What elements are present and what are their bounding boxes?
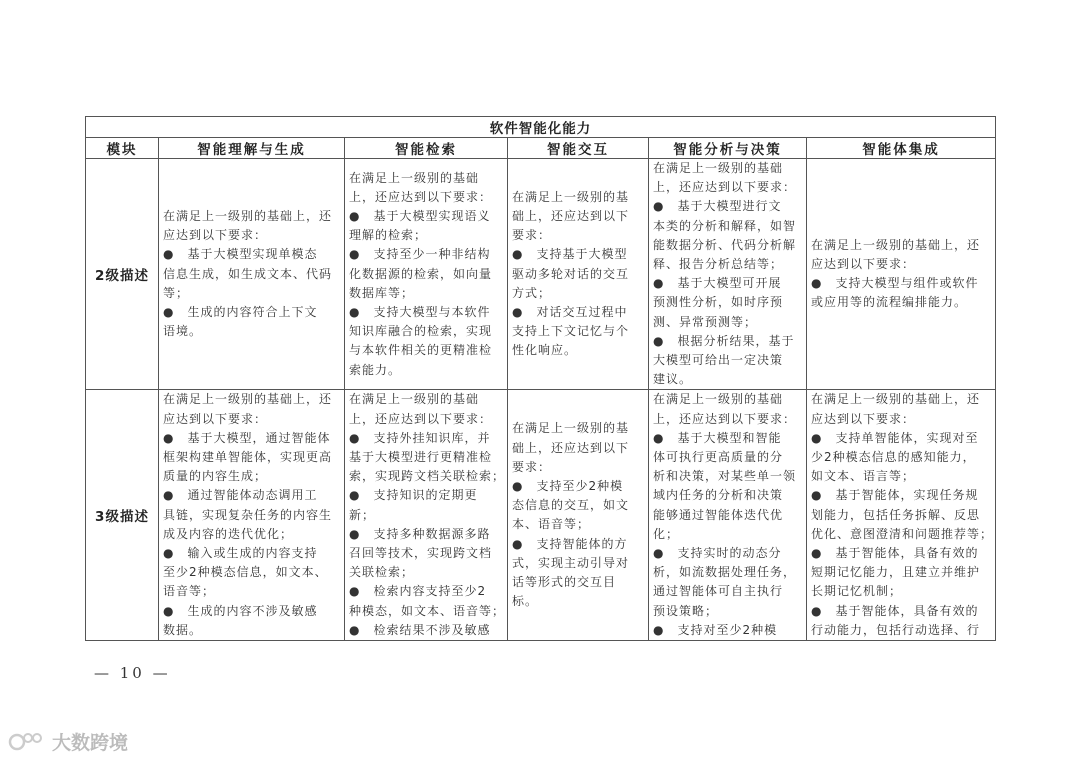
- cell-line: 要求：: [512, 228, 552, 243]
- cell-line: 话等形式的交互目: [512, 575, 617, 590]
- cell-line: 础上，还应达到以下: [512, 440, 630, 455]
- capability-table: [85, 116, 996, 641]
- cell-line: 在满足上一级别的基: [512, 421, 630, 436]
- cell-line: 短期记忆能力，且建立并维护: [811, 565, 981, 580]
- table-cell: [649, 390, 807, 641]
- cell-line: 应达到以下要求：: [811, 257, 916, 272]
- cell-line: ● 对话交互过程中: [512, 305, 628, 320]
- table-cell: [508, 159, 649, 390]
- cell-line: 与本软件相关的更精准检: [349, 343, 493, 358]
- cell-line: 数据。: [163, 622, 203, 637]
- table-cell: [508, 390, 649, 641]
- cell-line: 上，还应达到以下要求：: [349, 411, 493, 426]
- cell-line: 支持上下文记忆与个: [512, 324, 630, 339]
- cell-line: ● 生成的内容符合上下文: [163, 305, 318, 320]
- cell-line: 析，如流数据处理任务，: [653, 565, 797, 580]
- cell-line: ● 基于智能体，具备有效的: [811, 546, 979, 561]
- table-cell: [345, 390, 508, 641]
- cell-line: 预测性分析，如时序预: [653, 295, 784, 310]
- cell-line: 能够通过智能体迭代优: [653, 507, 784, 522]
- cell-line: 域内任务的分析和决策: [653, 488, 784, 503]
- cell-line: ● 支持对至少2种模: [653, 622, 778, 637]
- cell-line: 在满足上一级别的基础上，还: [811, 237, 981, 252]
- cell-content: [508, 390, 648, 640]
- cell-line: ● 基于大模型可开展: [653, 276, 782, 291]
- cell-line: 基于大模型进行更精准检: [349, 450, 493, 465]
- cell-line: 在满足上一级别的基础: [653, 392, 784, 407]
- cell-line: 关联检索；: [349, 565, 415, 580]
- cell-line: 优化、意图澄清和问题推荐等；: [811, 526, 994, 541]
- page-number: — 10 —: [94, 664, 171, 682]
- cell-line: 信息生成，如生成文本、代码: [163, 266, 333, 281]
- cell-line: 应达到以下要求：: [163, 411, 268, 426]
- cell-line: 种模态，如文本、语音等；: [349, 603, 506, 618]
- header-retrieval: 智能检索: [345, 138, 508, 159]
- cell-line: ● 基于大模型，通过智能体: [163, 430, 331, 445]
- table-row-level3: [86, 390, 996, 641]
- cell-line: ● 根据分析结果，基于: [653, 333, 795, 348]
- header-analysis: 智能分析与决策: [649, 138, 807, 159]
- cell-line: ● 通过智能体动态调用工: [163, 488, 318, 503]
- cell-content: [159, 159, 344, 389]
- cell-line: 召回等技术，实现跨文档: [349, 546, 493, 561]
- cell-line: 性化响应。: [512, 343, 578, 358]
- cell-line: 标。: [512, 594, 539, 609]
- cell-line: 体可执行更高质量的分: [653, 450, 784, 465]
- cell-line: 语境。: [163, 324, 203, 339]
- cell-content: [807, 159, 995, 389]
- cell-line: ● 基于大模型实现语义: [349, 209, 491, 223]
- cell-line: 态信息的交互，如文: [512, 498, 630, 513]
- cell-line: 释、报告分析总结等；: [653, 257, 784, 272]
- cell-line: 或应用等的流程编排能力。: [811, 295, 968, 310]
- cell-line: 在满足上一级别的基础: [653, 161, 784, 175]
- cell-line: ● 支持多种数据源多路: [349, 526, 491, 541]
- cell-line: ● 检索结果不涉及敏感: [349, 622, 491, 637]
- cell-content: [345, 390, 507, 640]
- cell-line: 析和决策，对某些单一领: [653, 469, 797, 484]
- cell-line: ● 支持基于大模型: [512, 247, 628, 262]
- table-cell: [159, 159, 345, 390]
- row-label: 3级描述: [86, 390, 159, 641]
- cell-line: 框架构建单智能体，实现更高: [163, 450, 333, 465]
- cell-line: 数据库等；: [349, 285, 415, 300]
- cell-line: 驱动多轮对话的交互: [512, 266, 630, 281]
- cell-line: 测、异常预测等；: [653, 314, 758, 329]
- cell-line: 质量的内容生成；: [163, 469, 268, 484]
- cell-line: 通过智能体可自主执行: [653, 584, 784, 599]
- cell-line: 方式；: [512, 285, 552, 300]
- cell-line: 在满足上一级别的基: [512, 189, 630, 204]
- cell-line: 上，还应达到以下要求：: [349, 189, 493, 204]
- cell-line: 在满足上一级别的基础上，还: [163, 392, 333, 407]
- table-cell: [649, 159, 807, 390]
- cell-content: [508, 159, 648, 389]
- cell-line: 长期记忆机制；: [811, 584, 903, 599]
- cell-line: ● 支持智能体的方: [512, 536, 628, 551]
- header-understanding: 智能理解与生成: [159, 138, 345, 159]
- cell-line: 在满足上一级别的基础上，还: [163, 209, 333, 223]
- cell-content: [807, 390, 995, 640]
- cell-line: 在满足上一级别的基础: [349, 170, 480, 185]
- cell-line: 等；: [163, 285, 190, 300]
- cell-line: 索能力。: [349, 362, 402, 377]
- watermark-logo-icon: [8, 729, 48, 755]
- cell-line: ● 支持至少2种模: [512, 479, 624, 494]
- table-cell: [807, 390, 996, 641]
- cell-line: ● 输入或生成的内容支持: [163, 546, 318, 561]
- cell-line: ● 支持实时的动态分: [653, 546, 782, 561]
- table-row-level2: [86, 159, 996, 390]
- table-cell: [807, 159, 996, 390]
- cell-line: 大模型可给出一定决策: [653, 353, 784, 368]
- cell-line: 化数据源的检索，如向量: [349, 266, 493, 281]
- header-agent: 智能体集成: [807, 138, 996, 159]
- cell-line: 行动能力，包括行动选择、行: [811, 622, 981, 637]
- cell-line: 本、语音等；: [512, 517, 591, 532]
- cell-line: ● 支持知识的定期更: [349, 488, 478, 503]
- cell-line: ● 支持外挂知识库，并: [349, 430, 491, 445]
- watermark: [8, 728, 128, 755]
- table-cell: [159, 390, 345, 641]
- cell-line: ● 支持至少一种非结构: [349, 247, 491, 262]
- cell-line: ● 支持大模型与本软件: [349, 305, 491, 320]
- cell-line: 语音等；: [163, 584, 216, 599]
- cell-line: 应达到以下要求：: [811, 411, 916, 426]
- cell-line: ● 基于智能体，实现任务规: [811, 488, 979, 503]
- cell-content: [649, 390, 806, 640]
- cell-line: 在满足上一级别的基础上，还: [811, 392, 981, 407]
- cell-content: [649, 159, 806, 389]
- cell-line: 本类的分析和解释，如智: [653, 218, 797, 233]
- cell-line: ● 支持大模型与组件或软件: [811, 276, 979, 291]
- cell-line: 化；: [653, 526, 680, 541]
- cell-line: 在满足上一级别的基础: [349, 392, 480, 407]
- cell-line: 索，实现跨文档关联检索；: [349, 469, 506, 484]
- cell-line: ● 支持单智能体，实现对至: [811, 430, 979, 445]
- cell-line: ● 基于大模型实现单模态: [163, 247, 318, 262]
- table-title: 软件智能化能力: [86, 117, 996, 138]
- header-module: 模块: [86, 138, 159, 159]
- cell-line: 建议。: [653, 372, 693, 387]
- cell-line: ● 基于智能体，具备有效的: [811, 603, 979, 618]
- cell-line: 上，还应达到以下要求：: [653, 180, 797, 195]
- cell-line: 上，还应达到以下要求：: [653, 411, 797, 426]
- watermark-text: 大数跨境: [52, 732, 129, 754]
- cell-line: 成及内容的迭代优化；: [163, 526, 294, 541]
- cell-line: 础上，还应达到以下: [512, 209, 630, 223]
- cell-line: ● 基于大模型和智能: [653, 430, 782, 445]
- header-interaction: 智能交互: [508, 138, 649, 159]
- cell-line: 至少2种模态信息，如文本、: [163, 565, 328, 580]
- table-cell: [345, 159, 508, 390]
- cell-line: 能数据分析、代码分析解: [653, 237, 797, 252]
- cell-content: [159, 390, 344, 640]
- cell-line: ● 检索内容支持至少2: [349, 584, 487, 599]
- cell-content: [345, 159, 507, 389]
- row-label: 2级描述: [86, 159, 159, 390]
- cell-line: 如文本、语言等；: [811, 469, 916, 484]
- cell-line: 预设策略；: [653, 603, 719, 618]
- cell-line: ● 基于大模型进行文: [653, 199, 782, 214]
- cell-line: 具链，实现复杂任务的内容生: [163, 507, 333, 522]
- cell-line: ● 生成的内容不涉及敏感: [163, 603, 318, 618]
- cell-line: 应达到以下要求：: [163, 228, 268, 243]
- cell-line: 理解的检索；: [349, 228, 428, 243]
- cell-line: 要求：: [512, 459, 552, 474]
- cell-line: 划能力，包括任务拆解、反思: [811, 507, 981, 522]
- cell-line: 知识库融合的检索，实现: [349, 324, 493, 339]
- cell-line: 式，实现主动引导对: [512, 555, 630, 570]
- cell-line: 少2种模态信息的感知能力，: [811, 450, 976, 465]
- cell-line: 新；: [349, 507, 376, 522]
